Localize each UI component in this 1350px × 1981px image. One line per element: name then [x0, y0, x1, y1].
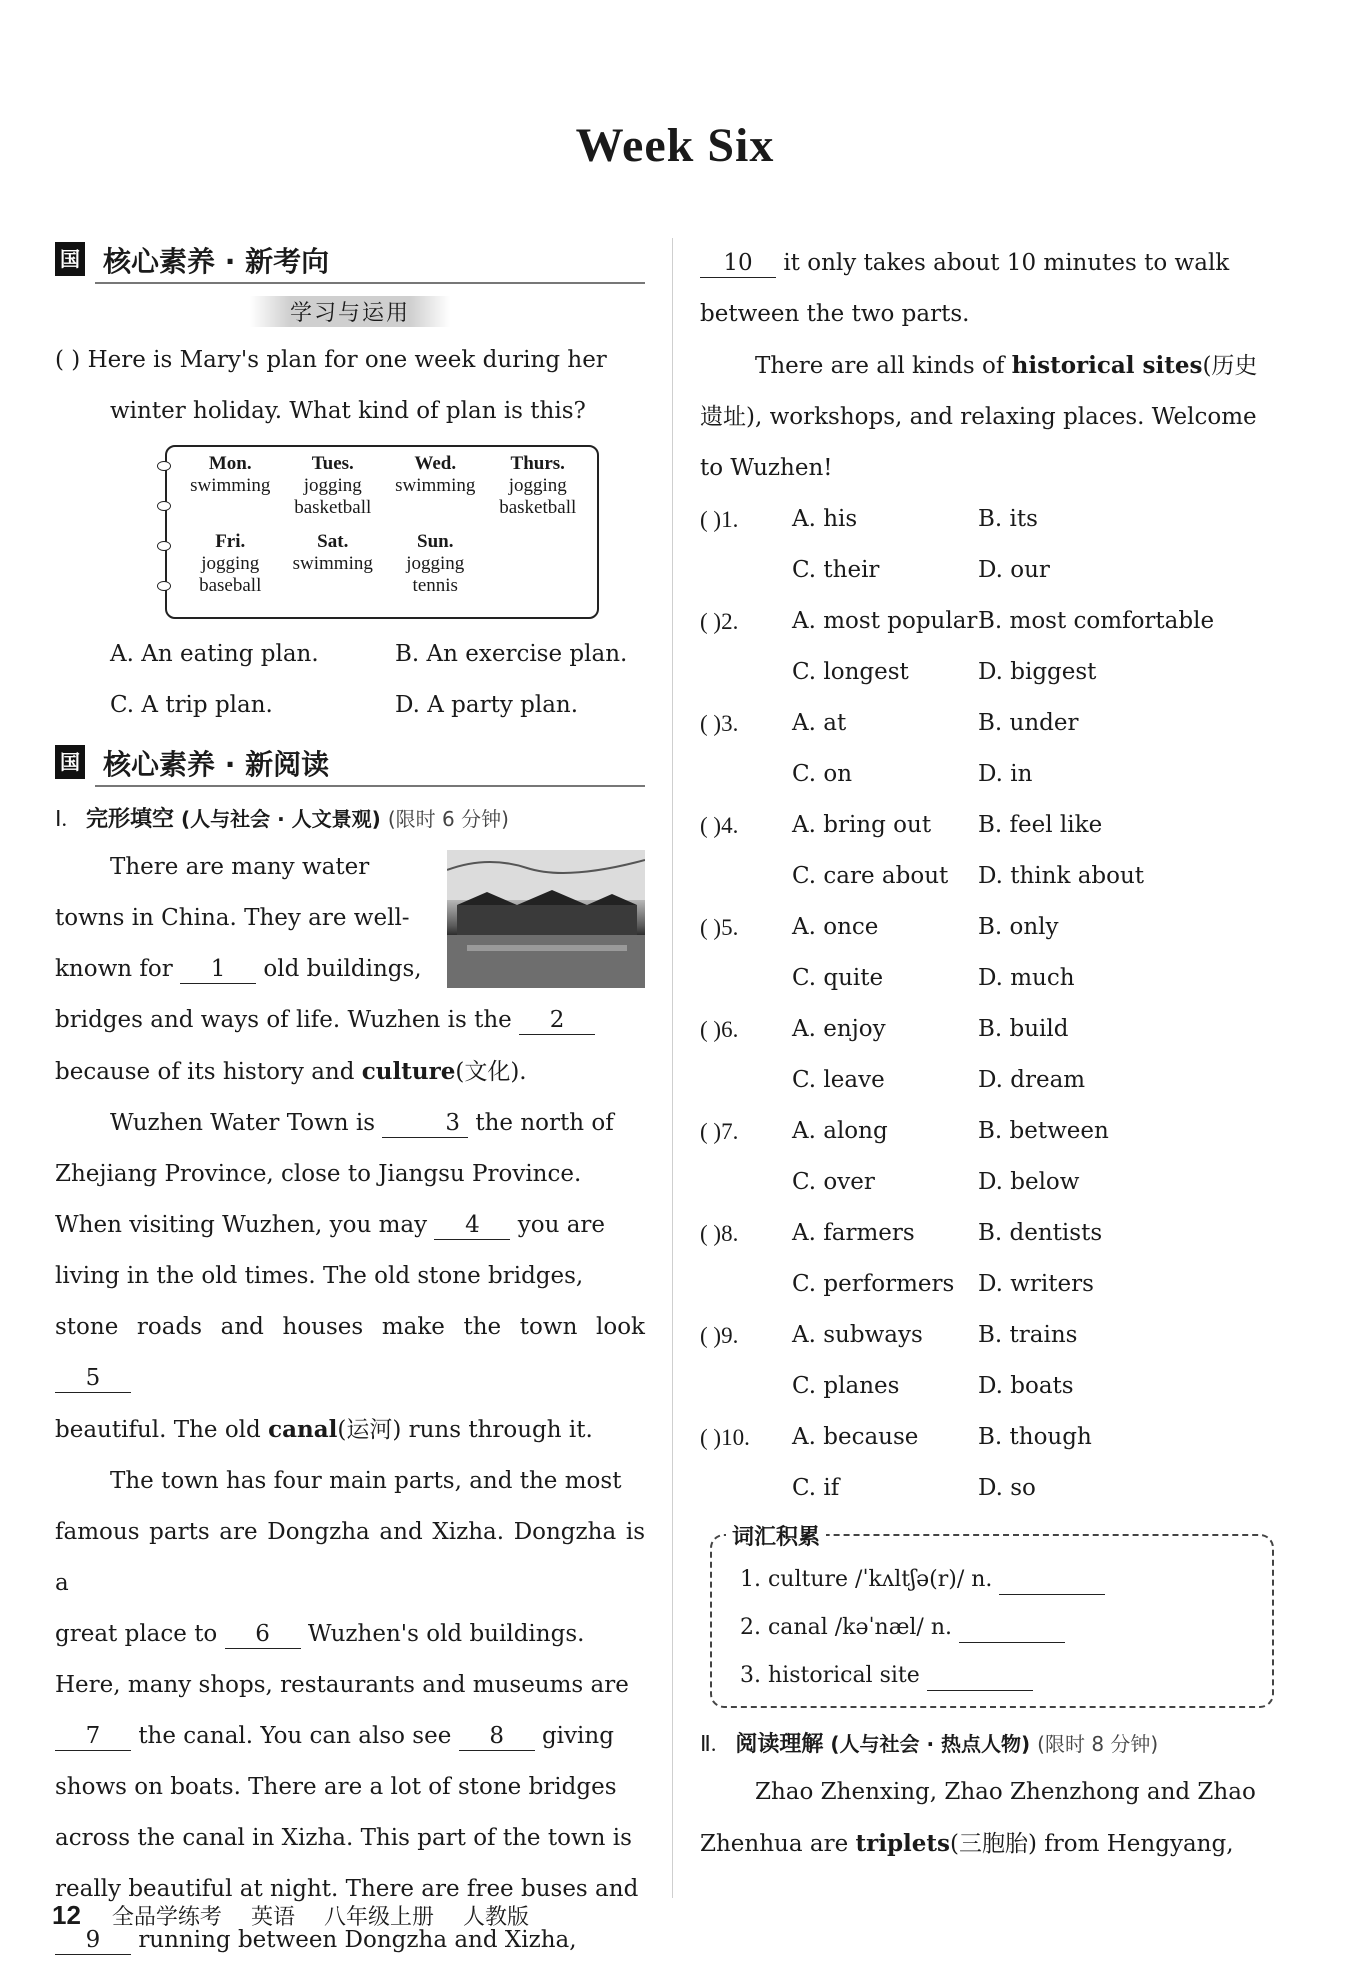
question-0-options [55, 629, 645, 731]
option-b[interactable]: B. most comfortable [978, 608, 1215, 634]
vocab-item: 2. canal /kəˈnæl/ n. [740, 1614, 1065, 1643]
spacer [700, 647, 748, 698]
passage-line: shows on boats. There are a lot of stone bridges [55, 1774, 617, 1800]
vocab-item: 3. historical site [740, 1662, 1033, 1691]
cloze-passage [55, 842, 645, 1966]
passage-line: between the two parts. [700, 301, 970, 327]
blank-8[interactable]: 8 [459, 1722, 535, 1751]
passage-line: living in the old times. The old stone bridges, [55, 1263, 584, 1289]
option-b[interactable]: B. build [978, 1016, 1069, 1042]
blank-5[interactable]: 5 [55, 1364, 131, 1393]
blank-2[interactable]: 2 [519, 1006, 595, 1035]
section-title: 核心素养 · 新考向 [103, 245, 330, 278]
spacer [700, 1361, 748, 1412]
page-number: 12 [52, 1900, 81, 1930]
passage-line: 9 running between Dongzha and Xizha, [55, 1915, 645, 1966]
option-a[interactable]: A. once [792, 914, 879, 940]
section-header-2 [55, 741, 645, 789]
option-c[interactable]: C. over [792, 1169, 875, 1195]
water-town-illustration [447, 850, 645, 988]
section-rule [95, 282, 645, 284]
option-c[interactable]: C. longest [792, 659, 909, 685]
passage-line: Zhenhua are triplets(三胞胎) from Hengyang, [700, 1830, 1234, 1857]
answer-question [700, 902, 1295, 1004]
answer-question [700, 1106, 1295, 1208]
subject: 英语 [250, 1905, 295, 1930]
option-a[interactable]: A. most popular [792, 608, 978, 634]
column-divider [672, 238, 673, 1898]
passage-line: Here, many shops, restaurants and museums are [55, 1672, 629, 1698]
vocab-item: 1. culture /ˈkʌltʃə(r)/ n. [740, 1566, 1105, 1595]
section-header-1 [55, 238, 645, 286]
part-ii-label: Ⅱ. 阅读理解 (人与社会 · 热点人物) (限时 8 分钟) [700, 1731, 1159, 1757]
sub-banner: 学习与运用 [55, 296, 645, 327]
vocab-blank-2[interactable] [959, 1614, 1065, 1643]
section-icon: 国 [55, 745, 85, 779]
answer-paren[interactable]: ( )4. [700, 813, 739, 838]
right-column [700, 238, 1295, 1870]
option-c[interactable]: C. leave [792, 1067, 885, 1093]
answer-question [700, 1004, 1295, 1106]
option-b[interactable]: B. An exercise plan. [395, 641, 628, 667]
grade: 八年级上册 [323, 1905, 434, 1930]
passage-line: When visiting Wuzhen, you may 4 you are [55, 1212, 606, 1238]
passage-line: famous parts are Dongzha and Xizha. Dongzha is a [55, 1519, 645, 1596]
passage-line: Zhao Zhenxing, Zhao Zhenzhong and Zhao [755, 1779, 1256, 1805]
option-b[interactable]: B. dentists [978, 1220, 1103, 1246]
spacer [700, 545, 748, 596]
passage-line: known for 1 old buildings, [55, 956, 422, 982]
option-c[interactable]: C. on [792, 761, 853, 787]
blank-3[interactable]: 3 [382, 1109, 468, 1138]
answer-paren[interactable]: ( ) [55, 347, 81, 373]
option-a[interactable]: A. bring out [792, 812, 932, 838]
page-footer [52, 1900, 551, 1931]
page-title: Week Six [575, 119, 775, 172]
option-b[interactable]: B. feel like [978, 812, 1103, 838]
option-b[interactable]: B. its [978, 506, 1038, 532]
option-a[interactable]: A. at [792, 710, 847, 736]
schedule-cell: Sun. jogging tennis [406, 531, 465, 596]
spacer [700, 749, 748, 800]
answer-question [700, 800, 1295, 902]
option-b[interactable]: B. trains [978, 1322, 1078, 1348]
answer-paren[interactable]: ( )5. [700, 915, 739, 940]
passage-line: to Wuzhen! [700, 455, 833, 481]
binder-ring [157, 581, 171, 591]
left-column [55, 238, 645, 1966]
answer-paren[interactable]: ( )10. [700, 1425, 750, 1450]
answer-paren[interactable]: ( )3. [700, 711, 739, 736]
edition: 人教版 [462, 1905, 529, 1930]
passage-line: Zhejiang Province, close to Jiangsu Province. [55, 1161, 582, 1187]
answer-paren[interactable]: ( )2. [700, 609, 739, 634]
blank-7[interactable]: 7 [55, 1722, 131, 1751]
book-name: 全品学练考 [111, 1905, 222, 1930]
answer-question [700, 494, 1295, 596]
schedule-cell: Thurs. jogging basketball [499, 453, 577, 518]
binder-ring [157, 501, 171, 511]
option-d[interactable]: D. A party plan. [395, 692, 579, 718]
passage-line: 7 the canal. You can also see 8 giving [55, 1711, 645, 1762]
part-i-label: Ⅰ. 完形填空 (人与社会 · 人文景观) (限时 6 分钟) [55, 806, 509, 832]
option-d[interactable]: D. boats [978, 1373, 1074, 1399]
option-d[interactable]: D. much [978, 965, 1075, 991]
binder-ring [157, 461, 171, 471]
section-rule [95, 785, 645, 787]
option-b[interactable]: B. though [978, 1424, 1092, 1450]
section-title: 核心素养 · 新阅读 [103, 748, 330, 781]
option-c[interactable]: C. planes [792, 1373, 900, 1399]
spacer [700, 1259, 748, 1310]
blank-6[interactable]: 6 [225, 1620, 301, 1649]
vocab-blank-3[interactable] [927, 1662, 1033, 1691]
vocab-blank-1[interactable] [999, 1566, 1105, 1595]
vocabulary-box [710, 1525, 1274, 1708]
vocabulary-title: 词汇积累 [726, 1520, 826, 1551]
schedule-cell: Tues. jogging basketball [294, 453, 372, 518]
question-0 [55, 335, 645, 386]
passage-line: There are all kinds of historical sites(历史 [755, 352, 1258, 379]
spacer [700, 953, 748, 1004]
option-a[interactable]: A. his [792, 506, 858, 532]
passage-line: stone roads and houses make the town look 5 [55, 1314, 645, 1391]
binder-ring [157, 541, 171, 551]
question-text-line1: Here is Mary's plan for one week during her [87, 347, 607, 373]
option-d[interactable]: D. writers [978, 1271, 1094, 1297]
option-d[interactable]: D. below [978, 1169, 1080, 1195]
answer-paren[interactable]: ( )6. [700, 1017, 739, 1042]
answer-paren[interactable]: ( )8. [700, 1221, 739, 1246]
blank-1[interactable]: 1 [180, 955, 256, 984]
passage-line: across the canal in Xizha. This part of the town is [55, 1825, 632, 1851]
option-c[interactable]: C. care about [792, 863, 949, 889]
answer-question [700, 698, 1295, 800]
schedule-cell: Fri. jogging baseball [199, 531, 262, 596]
option-b[interactable]: B. under [978, 710, 1079, 736]
option-d[interactable]: D. so [978, 1475, 1036, 1501]
blank-10[interactable]: 10 [700, 249, 776, 278]
option-b[interactable]: B. only [978, 914, 1059, 940]
option-d[interactable]: D. think about [978, 863, 1145, 889]
spacer [700, 1157, 748, 1208]
passage-line: 遗址), workshops, and relaxing places. Welcome [700, 404, 1257, 430]
option-c[interactable]: C. A trip plan. [110, 692, 273, 718]
passage-line: The town has four main parts, and the most [110, 1468, 622, 1494]
option-a[interactable]: A. An eating plan. [110, 641, 319, 667]
schedule-cell: Wed. swimming [395, 453, 476, 496]
section-icon: 国 [55, 242, 85, 276]
passage-line: 10 it only takes about 10 minutes to walk [700, 238, 1295, 289]
option-a[interactable]: A. because [792, 1424, 919, 1450]
answer-paren[interactable]: ( )9. [700, 1323, 739, 1348]
option-a[interactable]: A. along [792, 1118, 888, 1144]
option-c[interactable]: C. if [792, 1475, 840, 1501]
spacer [700, 1463, 748, 1514]
passage-line: There are many water [110, 854, 370, 880]
answer-paren[interactable]: ( )7. [700, 1119, 739, 1144]
option-a[interactable]: A. subways [792, 1322, 923, 1348]
option-d[interactable]: D. dream [978, 1067, 1086, 1093]
option-d[interactable]: D. in [978, 761, 1033, 787]
answer-paren[interactable]: ( )1. [700, 507, 739, 532]
answer-question [700, 1412, 1295, 1514]
option-a[interactable]: A. enjoy [792, 1016, 886, 1042]
answer-question [700, 1310, 1295, 1412]
spacer [700, 851, 748, 902]
option-c[interactable]: C. performers [792, 1271, 955, 1297]
cloze-answer-options [700, 494, 1295, 1514]
question-text-line2: winter holiday. What kind of plan is this? [110, 398, 586, 424]
passage-line: bridges and ways of life. Wuzhen is the 2 [55, 995, 645, 1046]
water-town-photo [447, 850, 645, 988]
schedule-cell: Mon. swimming [190, 453, 271, 496]
passage-line: Wuzhen Water Town is 3 the north of [110, 1110, 614, 1136]
option-d[interactable]: D. our [978, 557, 1050, 583]
schedule-grid [179, 453, 589, 609]
blank-4[interactable]: 4 [434, 1211, 510, 1240]
answer-question [700, 1208, 1295, 1310]
passage-line: towns in China. They are well- [55, 905, 410, 931]
passage-line: beautiful. The old canal(运河) runs through it. [55, 1416, 593, 1443]
passage-line: great place to 6 Wuzhen's old buildings. [55, 1621, 585, 1647]
passage-line: really beautiful at night. There are free buses and [55, 1876, 639, 1902]
answer-question [700, 596, 1295, 698]
option-c[interactable]: C. quite [792, 965, 884, 991]
passage-line: because of its history and culture(文化). [55, 1058, 527, 1085]
option-d[interactable]: D. biggest [978, 659, 1097, 685]
blank-9[interactable]: 9 [55, 1926, 131, 1955]
schedule-card [165, 445, 599, 619]
option-c[interactable]: C. their [792, 557, 880, 583]
option-a[interactable]: A. farmers [792, 1220, 915, 1246]
spacer [700, 1055, 748, 1106]
option-b[interactable]: B. between [978, 1118, 1109, 1144]
schedule-cell: Sat. swimming [292, 531, 373, 574]
